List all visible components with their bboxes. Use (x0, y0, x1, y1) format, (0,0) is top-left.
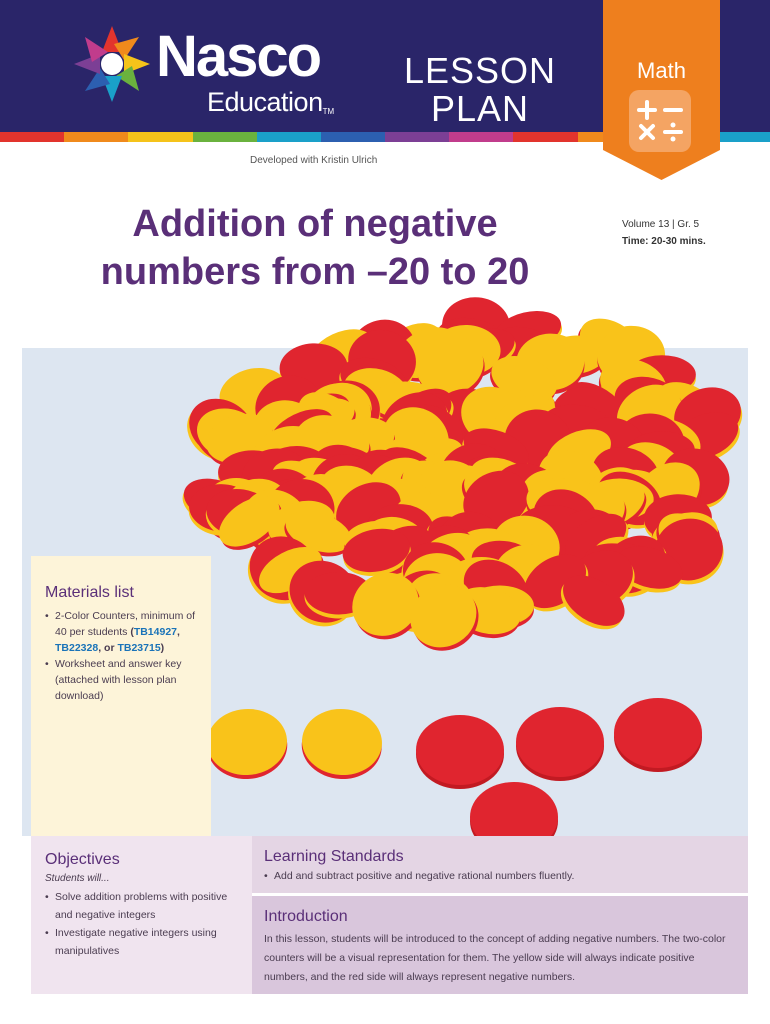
objectives-panel (31, 836, 252, 994)
stripe-segment (321, 132, 385, 142)
product-link[interactable]: TB22328 (55, 642, 99, 654)
stripe-segment (385, 132, 449, 142)
stripe-segment (449, 132, 513, 142)
objectives-subheading: Students will... (45, 873, 110, 884)
objective-item: • Investigate negative integers using manipulatives (45, 924, 238, 960)
materials-item: • Worksheet and answer key (attached with lesson plan download) (45, 656, 197, 704)
subject-label: Math (637, 58, 686, 83)
standard-item: • Add and subtract positive and negative rational numbers fluently. (264, 870, 736, 882)
standards-heading: Learning Standards (264, 848, 404, 865)
math-operations-icon (629, 90, 691, 152)
stripe-segment (513, 132, 577, 142)
introduction-panel (252, 896, 748, 994)
objectives-heading: Objectives (45, 851, 120, 868)
page-title: Addition of negative numbers from –20 to 20 (100, 203, 530, 293)
lesson-plan-label: LESSON PLAN (403, 50, 557, 129)
developed-by: Developed with Kristin Ulrich (250, 155, 378, 166)
materials-item: • 2-Color Counters, minimum of 40 per students (TB14927, TB22328, or TB23715) (45, 608, 197, 656)
brand-name: Nasco (156, 24, 321, 89)
standards-panel (252, 836, 748, 893)
stripe-segment (257, 132, 321, 142)
lesson-time: Time: 20-30 mins. (622, 236, 706, 247)
stripe-segment (193, 132, 257, 142)
product-link[interactable]: TB14927 (133, 626, 178, 638)
objective-item: • Solve addition problems with positive and negative integers (45, 888, 238, 924)
brand-subtitle: EducationTM (207, 87, 335, 117)
stripe-segment (64, 132, 128, 142)
product-link[interactable]: TB23715 (117, 642, 161, 654)
introduction-text: In this lesson, students will be introduced to the concept of adding negative numbers. The two-color counters will be a visual representation for them. The yellow side will always indicate positive numbers, and the red side will always represent negative numbers. (264, 933, 726, 983)
materials-panel (31, 556, 211, 836)
stripe-segment (128, 132, 192, 142)
introduction-heading: Introduction (264, 908, 348, 925)
volume-grade: Volume 13 | Gr. 5 (622, 219, 700, 230)
stripe-segment (0, 132, 64, 142)
nasco-logo-icon (70, 22, 154, 106)
materials-heading: Materials list (45, 584, 134, 601)
